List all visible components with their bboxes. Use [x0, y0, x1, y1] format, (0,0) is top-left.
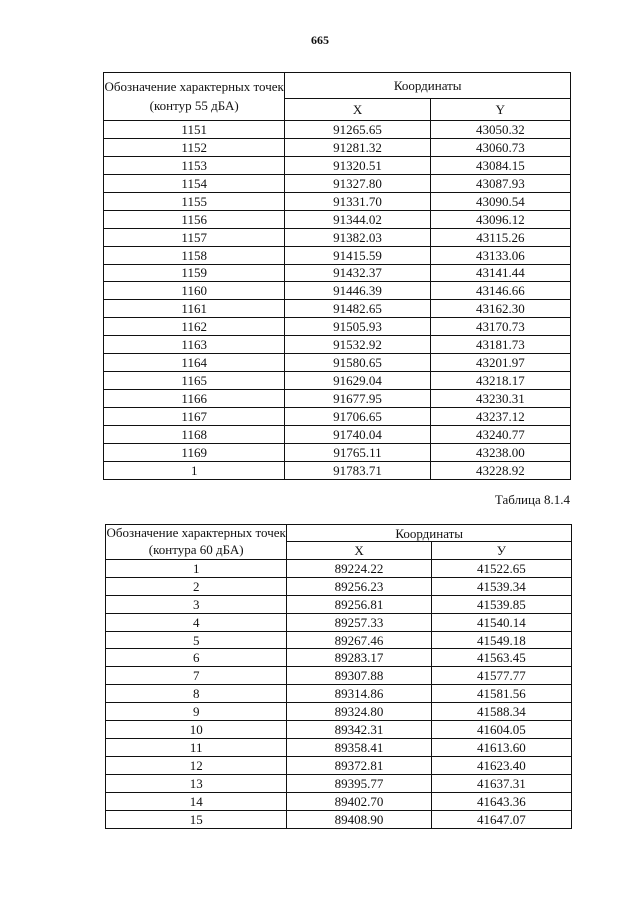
coordinates-header: Координаты [285, 73, 571, 99]
x-coordinate-cell: 89307.88 [287, 667, 431, 685]
point-id-cell: 8 [106, 685, 287, 703]
y-coordinate-cell: 43162.30 [430, 300, 570, 318]
table-row [104, 282, 571, 300]
point-id-cell: 1159 [104, 264, 285, 282]
y-coordinate-cell: 41563.45 [431, 649, 571, 667]
point-id-cell: 14 [106, 792, 287, 810]
y-coordinate-cell: 41540.14 [431, 613, 571, 631]
x-coordinate-cell: 91344.02 [285, 210, 430, 228]
y-coordinate-cell: 43060.73 [430, 138, 570, 156]
table-row [106, 792, 572, 810]
x-coordinate-cell: 89257.33 [287, 613, 431, 631]
y-coordinate-cell: 43096.12 [430, 210, 570, 228]
x-coordinate-cell: 91532.92 [285, 336, 430, 354]
point-id-cell: 12 [106, 757, 287, 775]
point-id-cell: 1166 [104, 390, 285, 408]
table-row [106, 631, 572, 649]
point-id-cell: 1165 [104, 372, 285, 390]
point-id-cell: 1169 [104, 443, 285, 461]
point-id-cell: 5 [106, 631, 287, 649]
table-body [106, 559, 572, 828]
point-id-cell: 1154 [104, 174, 285, 192]
point-id-cell: 1153 [104, 156, 285, 174]
y-coordinate-cell: 41539.85 [431, 595, 571, 613]
point-id-cell: 10 [106, 721, 287, 739]
table-caption: Таблица 8.1.4 [494, 492, 570, 507]
x-coordinate-cell: 89408.90 [287, 810, 431, 828]
y-coordinate-cell: 41581.56 [431, 685, 571, 703]
point-id-cell: 1167 [104, 408, 285, 426]
x-coordinate-cell: 91482.65 [285, 300, 430, 318]
point-id-cell: 1168 [104, 425, 285, 443]
y-coordinate-cell: 43087.93 [430, 174, 570, 192]
point-id-cell: 3 [106, 595, 287, 613]
table-row [104, 210, 571, 228]
table-row [104, 372, 571, 390]
y-coordinate-cell: 41643.36 [431, 792, 571, 810]
y-coordinate-cell: 43146.66 [430, 282, 570, 300]
table-row [104, 264, 571, 282]
y-coordinate-cell: 43240.77 [430, 425, 570, 443]
x-coordinate-cell: 89358.41 [287, 739, 431, 757]
y-coordinate-cell: 43090.54 [430, 192, 570, 210]
table-row [106, 703, 572, 721]
y-coordinate-cell: 41637.31 [431, 775, 571, 793]
table-row [106, 757, 572, 775]
point-id-cell: 6 [106, 649, 287, 667]
x-coordinate-cell: 91706.65 [285, 408, 430, 426]
x-coordinate-cell: 91580.65 [285, 354, 430, 372]
point-id-cell: 2 [106, 577, 287, 595]
x-coordinate-cell: 89267.46 [287, 631, 431, 649]
table-row [104, 461, 571, 479]
x-coordinate-cell: 91629.04 [285, 372, 430, 390]
table-body [104, 121, 571, 480]
x-coordinate-cell: 91265.65 [285, 121, 430, 139]
point-id-cell: 1151 [104, 121, 285, 139]
x-coordinate-cell: 91446.39 [285, 282, 430, 300]
table-row [106, 739, 572, 757]
y-coordinate-cell: 41549.18 [431, 631, 571, 649]
x-coordinate-cell: 89256.23 [287, 577, 431, 595]
x-coordinate-cell: 91432.37 [285, 264, 430, 282]
y-coordinate-cell: 43238.00 [430, 443, 570, 461]
x-coordinate-cell: 91740.04 [285, 425, 430, 443]
point-id-cell: 4 [106, 613, 287, 631]
x-coordinate-cell: 91320.51 [285, 156, 430, 174]
points-header: Обозначение характерных точек (контура 60 дБА) [106, 525, 287, 560]
table-row [106, 810, 572, 828]
x-header: X [285, 99, 430, 121]
table-row [104, 354, 571, 372]
x-coordinate-cell: 89395.77 [287, 775, 431, 793]
table-row [104, 138, 571, 156]
point-id-cell: 1161 [104, 300, 285, 318]
table-row [106, 649, 572, 667]
x-coordinate-cell: 91783.71 [285, 461, 430, 479]
x-coordinate-cell: 89256.81 [287, 595, 431, 613]
table-row [104, 174, 571, 192]
table-row [106, 559, 572, 577]
x-coordinate-cell: 89402.70 [287, 792, 431, 810]
point-id-cell: 15 [106, 810, 287, 828]
table-row [104, 318, 571, 336]
point-id-cell: 1 [106, 559, 287, 577]
y-coordinate-cell: 43218.17 [430, 372, 570, 390]
table-row [104, 121, 571, 139]
point-id-cell: 11 [106, 739, 287, 757]
table-row [104, 443, 571, 461]
coordinates-table-60dba [105, 524, 572, 829]
x-coordinate-cell: 89342.31 [287, 721, 431, 739]
x-coordinate-cell: 91765.11 [285, 443, 430, 461]
y-coordinate-cell: 43170.73 [430, 318, 570, 336]
table-row [104, 246, 571, 264]
x-coordinate-cell: 91281.32 [285, 138, 430, 156]
table-row [104, 408, 571, 426]
y-coordinate-cell: 41604.05 [431, 721, 571, 739]
y-header: Y [430, 99, 570, 121]
table-row [104, 336, 571, 354]
y-coordinate-cell: 41539.34 [431, 577, 571, 595]
table-row [106, 595, 572, 613]
coordinates-header: Координаты [287, 525, 572, 542]
point-id-cell: 1158 [104, 246, 285, 264]
y-coordinate-cell: 43084.15 [430, 156, 570, 174]
table-row [104, 300, 571, 318]
y-coordinate-cell: 41522.65 [431, 559, 571, 577]
x-coordinate-cell: 91505.93 [285, 318, 430, 336]
table-row [104, 156, 571, 174]
point-id-cell: 1160 [104, 282, 285, 300]
table-row [106, 577, 572, 595]
point-id-cell: 1152 [104, 138, 285, 156]
x-coordinate-cell: 89324.80 [287, 703, 431, 721]
point-id-cell: 9 [106, 703, 287, 721]
y-coordinate-cell: 43133.06 [430, 246, 570, 264]
y-header: У [431, 542, 571, 559]
table-row [106, 667, 572, 685]
y-coordinate-cell: 43230.31 [430, 390, 570, 408]
points-header: Обозначение характерных точек (контур 55 дБА) [104, 73, 285, 121]
point-id-cell: 1157 [104, 228, 285, 246]
x-coordinate-cell: 89314.86 [287, 685, 431, 703]
coordinates-table-55dba [103, 72, 571, 480]
y-coordinate-cell: 41623.40 [431, 757, 571, 775]
point-id-cell: 1164 [104, 354, 285, 372]
x-coordinate-cell: 91677.95 [285, 390, 430, 408]
point-id-cell: 1 [104, 461, 285, 479]
x-coordinate-cell: 89224.22 [287, 559, 431, 577]
y-coordinate-cell: 43115.26 [430, 228, 570, 246]
y-coordinate-cell: 41613.60 [431, 739, 571, 757]
point-id-cell: 13 [106, 775, 287, 793]
point-id-cell: 1156 [104, 210, 285, 228]
x-coordinate-cell: 91327.80 [285, 174, 430, 192]
page-number: 665 [311, 33, 329, 47]
y-coordinate-cell: 43050.32 [430, 121, 570, 139]
table-row [106, 685, 572, 703]
y-coordinate-cell: 43228.92 [430, 461, 570, 479]
point-id-cell: 7 [106, 667, 287, 685]
x-coordinate-cell: 91382.03 [285, 228, 430, 246]
x-coordinate-cell: 89372.81 [287, 757, 431, 775]
table-row [104, 192, 571, 210]
x-header: X [287, 542, 431, 559]
y-coordinate-cell: 43141.44 [430, 264, 570, 282]
table-row [104, 390, 571, 408]
y-coordinate-cell: 43181.73 [430, 336, 570, 354]
table-row [104, 228, 571, 246]
table-row [106, 613, 572, 631]
point-id-cell: 1163 [104, 336, 285, 354]
table-row [106, 721, 572, 739]
table-row [106, 775, 572, 793]
y-coordinate-cell: 41647.07 [431, 810, 571, 828]
table-row [104, 425, 571, 443]
x-coordinate-cell: 89283.17 [287, 649, 431, 667]
y-coordinate-cell: 41588.34 [431, 703, 571, 721]
x-coordinate-cell: 91331.70 [285, 192, 430, 210]
y-coordinate-cell: 43201.97 [430, 354, 570, 372]
x-coordinate-cell: 91415.59 [285, 246, 430, 264]
point-id-cell: 1162 [104, 318, 285, 336]
y-coordinate-cell: 43237.12 [430, 408, 570, 426]
y-coordinate-cell: 41577.77 [431, 667, 571, 685]
point-id-cell: 1155 [104, 192, 285, 210]
